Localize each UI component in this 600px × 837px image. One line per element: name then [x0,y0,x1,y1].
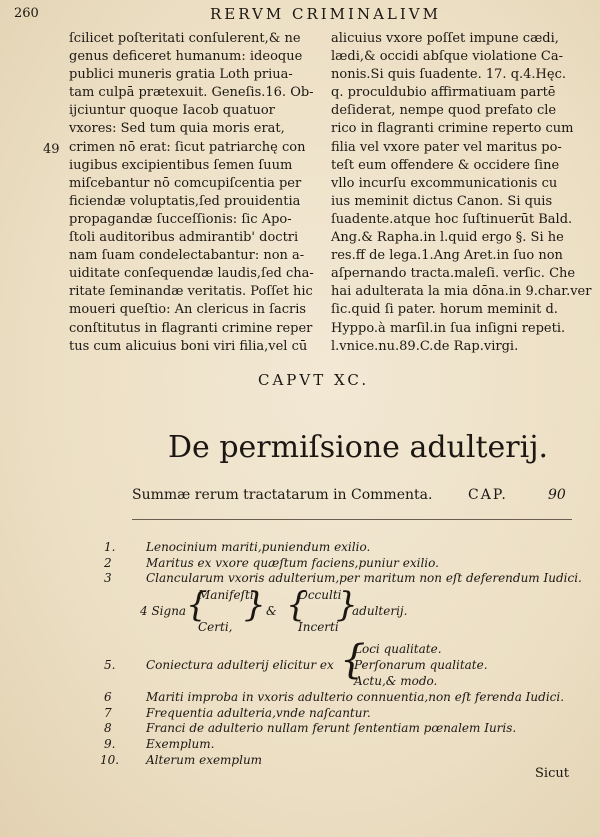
signa-term: Manifeſti, [198,588,258,602]
text-line: alicuius vxore poſſet impune cædi, [331,31,559,46]
text-line: genus deficeret humanum: ideoque [69,49,303,65]
text-line: aſpernando tracta.maleſi. verſic. Che [331,266,576,282]
signa-term: Occulti [298,588,342,602]
signa-amp: & [266,604,277,618]
signa-term: Incerti [298,620,339,634]
text-line: Hyppo.à marſil.in ſua inſigni repeti. [331,320,566,336]
text-line: deſiderat, nempe quod prefato cle [331,103,557,119]
margin-number: 49 [43,142,60,157]
text-line: q. proculdubio affirmatiuam partē [331,85,556,101]
chapter-title: De permiſsione adulterij. [168,430,549,465]
text-line: tus cum alicuius boni viri filia,vel cū [69,338,308,354]
text-line: ſcilicet poſteritati conſulerent,& ne [69,31,301,46]
summary-item: Exemplum. [146,737,215,751]
item-number: 10. [100,753,120,767]
summary-item: Alterum exemplum [146,753,263,767]
text-line: uiditate conſequendæ laudis,ſed cha- [69,266,314,282]
right-brace: } [244,585,266,625]
item-number: 9. [104,737,116,751]
coniectura-term: Perſonarum qualitate. [354,658,488,672]
text-line: tam culpā prætexuit. Geneſis.16. Ob- [69,85,314,101]
item-number: 7 [104,706,112,720]
text-line: rico in flagranti crimine reperto cum [331,121,574,137]
signa-suffix: adulterij. [352,604,408,618]
page-number: 260 [14,6,39,21]
text-line: propagandæ ſucceſſionis: ſic Apo- [69,211,292,227]
text-line: ius meminit dictus Canon. Si quis [331,193,553,209]
item-number: 1. [104,540,116,554]
text-line: filia vel vxore pater vel maritus po- [331,139,562,155]
signa-term: Certi, [198,620,233,634]
summary-item: Frequentia adulteria,vnde naſcantur. [146,706,371,720]
text-line: ſtoli auditoribus admirantib' doctri [69,230,299,246]
text-line: l.vnice.nu.89.C.de Rap.virgi. [331,338,519,354]
item-number: 5. [104,658,116,672]
text-line: vxores: Sed tum quia moris erat, [69,121,285,137]
right-brace: } [336,585,358,625]
left-column [69,30,329,356]
summary-item: Franci de adulterio nullam ferunt ſententiam pœnalem Iuris. [146,721,517,735]
text-line: ritate ſeminandæ veritatis. Poſſet hic [69,284,313,300]
text-line: res.ff de lega.1.Ang Aret.in ſuo non [331,248,563,264]
text-line: crimen nō erat: ſicut patriarchę con [69,139,306,155]
catchword: Sicut [535,766,569,781]
text-line: moueri queſtio: An clericus in ſacris [69,302,307,318]
right-column [331,30,592,356]
text-line: ſuadente.atque hoc ſuſtinuerūt Bald. [331,211,573,227]
text-line: nonis.Si quis ſuadente. 17. q.4.Hęc. [331,67,566,83]
summary-heading: Summæ rerum tractatarum in Commenta. [132,487,433,503]
text-line: teſt eum offendere & occidere ſine [331,157,560,173]
item-number: 6 [104,690,112,704]
text-line: conſtitutus in flagranti crimine reper [69,320,313,336]
left-brace: { [286,585,308,625]
left-brace: { [340,637,366,683]
cap-label: CAP. [468,487,508,503]
text-line: nam ſuam condelectabantur: non a- [69,248,305,264]
item-number: 8 [104,721,112,735]
coniectura-term: Loci qualitate. [354,642,442,656]
running-head: RERVM CRIMINALIVM [210,5,441,23]
text-line: Ang.& Rapha.in l.quid ergo §. Si he [331,230,564,246]
text-line: ijciuntur quoque Iacob quatuor [69,103,275,119]
text-line: ficiendæ voluptatis,ſed prouidentia [69,193,301,209]
summary-item: Coniectura adulterij elicitur ex [146,658,334,672]
item-number: 3 [104,571,112,585]
summary-item: Mariti improba in vxoris adulterio connuentia,non eſt ferenda Iudici. [146,690,565,704]
chapter-label: CAPVT XC. [258,371,370,389]
left-brace: { [186,585,208,625]
text-line: iugibus excipientibus ſemen ſuum [69,157,293,173]
text-line: publici muneris gratia Loth priua- [69,67,293,83]
summary-item: Lenocinium mariti,puniendum exilio. [146,540,371,554]
coniectura-term: Actu,& modo. [354,674,438,688]
cap-number: 90 [548,487,566,503]
text-line: lædi,& occidi abſque violatione Ca- [331,49,563,65]
text-line: hai adulterata la mia dōna.in 9.char.ver [331,284,592,300]
summary-item: Clancularum vxoris adulterium,per maritum non eſt deferendum Iudici. [146,571,582,585]
signa-label: 4 Signa [140,604,187,618]
summary-rule [132,519,572,520]
text-line: ſic.quid ſi pater. horum meminit d. [331,302,558,318]
item-number: 2 [104,556,112,570]
summary-item: Maritus ex vxore quæſtum faciens,puniur exilio. [146,556,439,570]
text-line: vllo incurſu excommunicationis cu [331,175,558,191]
text-line: miſcebantur nō comcupiſcentia per [69,175,302,191]
